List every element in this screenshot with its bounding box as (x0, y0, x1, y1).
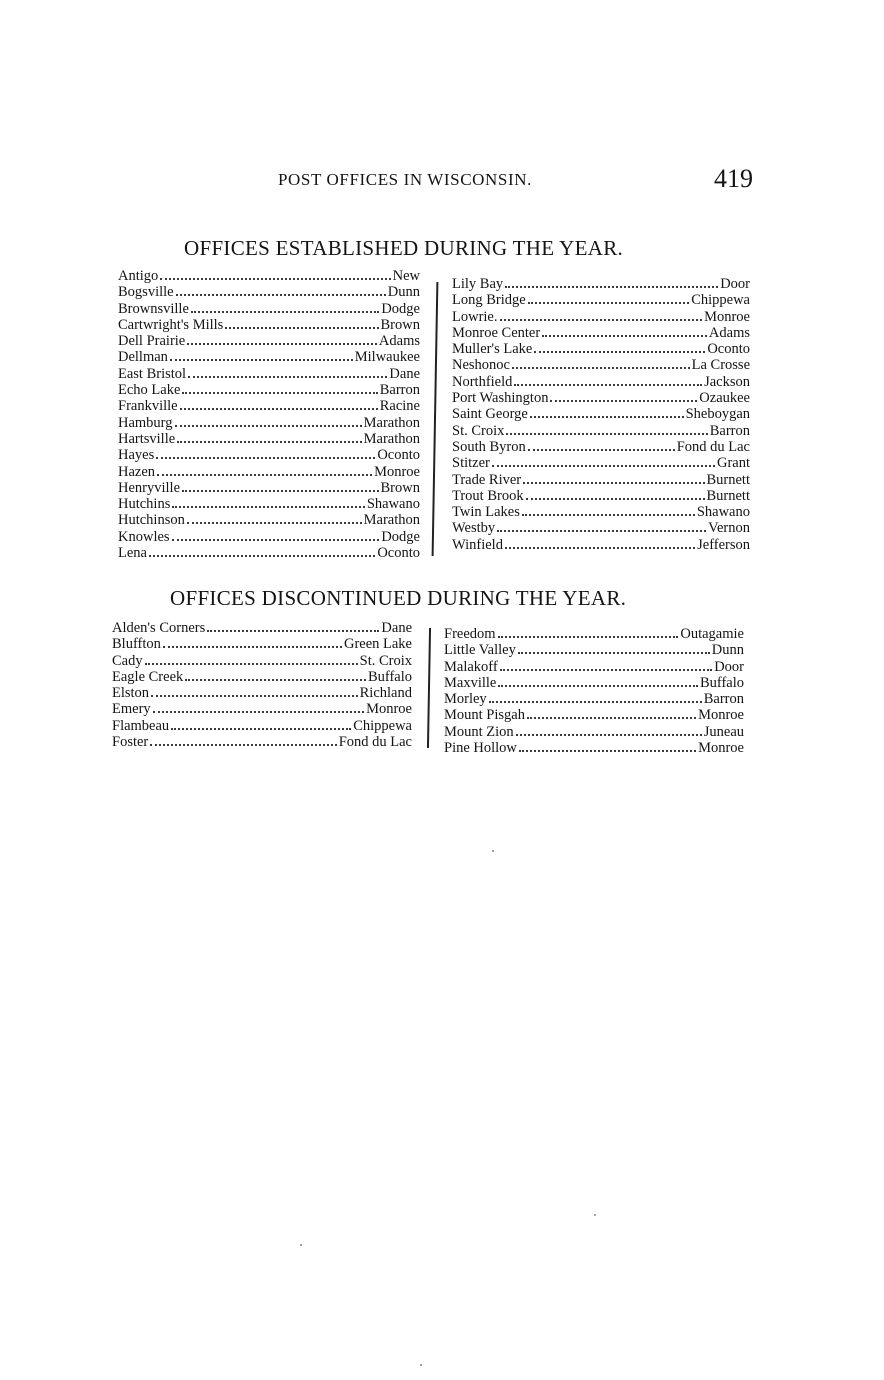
list-item (452, 357, 750, 373)
post-office-name: Frankville (118, 398, 178, 415)
list-item (444, 626, 744, 642)
paper-speck (594, 1214, 596, 1216)
list-item (444, 740, 744, 756)
list-item (452, 537, 750, 553)
dot-leader (172, 506, 364, 508)
post-office-name: Little Valley (444, 642, 516, 659)
list-item (112, 669, 412, 685)
post-office-name: Port Washington (452, 390, 549, 407)
post-office-name: Trade River (452, 471, 522, 488)
paper-speck (300, 1244, 302, 1246)
list-item (118, 496, 420, 512)
column-divider (432, 282, 438, 556)
post-office-name: Mount Pisgah (444, 707, 525, 724)
post-office-name: Antigo (118, 268, 159, 284)
dot-leader (530, 416, 684, 418)
post-office-name: Elston (112, 685, 150, 702)
list-item (118, 447, 420, 463)
dot-leader (505, 286, 718, 288)
dot-leader (526, 498, 705, 500)
dot-leader (185, 679, 366, 681)
county-name: Fond du Lac (338, 734, 412, 751)
county-name: Oconto (707, 341, 750, 358)
county-name: Jackson (704, 373, 750, 390)
list-item (112, 685, 412, 701)
list-item (118, 301, 420, 317)
dot-leader (177, 441, 361, 443)
list-item (444, 707, 744, 723)
county-name: Milwaukee (354, 349, 420, 366)
dot-leader (528, 302, 690, 304)
list-item (118, 512, 420, 528)
post-office-name: Dell Prairie (118, 333, 186, 350)
dot-leader (176, 294, 386, 296)
post-office-name: Trout Brook (452, 487, 524, 504)
list-item (444, 642, 744, 658)
list-item (118, 349, 420, 365)
dot-leader (498, 685, 698, 687)
list-item (452, 406, 750, 422)
list-item (118, 317, 420, 333)
post-office-name: Foster (112, 734, 149, 751)
county-name: St. Croix (359, 652, 412, 669)
dot-leader (497, 530, 706, 532)
list-item (452, 520, 750, 536)
list-item (452, 341, 750, 357)
county-name: Grant (716, 455, 750, 472)
list-item (452, 325, 750, 341)
column-divider (427, 628, 431, 748)
county-name: Dane (389, 365, 420, 382)
county-name: Barron (709, 422, 750, 439)
dot-leader (505, 547, 695, 549)
post-office-name: Hutchins (118, 496, 171, 513)
page-number: 419 (714, 164, 753, 193)
county-name: Dodge (381, 300, 420, 317)
dot-leader (516, 734, 702, 736)
dot-leader (492, 465, 715, 467)
post-office-name: Monroe Center (452, 324, 541, 341)
dot-leader (519, 750, 696, 752)
county-name: Brown (380, 316, 420, 333)
dot-leader (153, 711, 364, 713)
discontinued-left-column (112, 620, 412, 750)
post-office-name: Bluffton (112, 636, 161, 653)
county-name: Monroe (704, 308, 750, 325)
county-name: Chippewa (353, 717, 412, 734)
post-office-name: Neshonoc (452, 357, 510, 374)
post-office-name: Twin Lakes (452, 504, 520, 521)
post-office-name: Pine Hollow (444, 740, 517, 757)
dot-leader (191, 311, 379, 313)
post-office-name: East Bristol (118, 365, 187, 382)
post-office-name: Hamburg (118, 414, 173, 431)
county-name: Marathon (363, 430, 420, 447)
post-office-name: Hutchinson (118, 512, 185, 529)
paper-speck (492, 850, 494, 852)
county-name: Adams (708, 324, 750, 341)
post-office-name: Long Bridge (452, 292, 526, 309)
county-name: Green Lake (343, 636, 412, 653)
dot-leader (500, 669, 712, 671)
dot-leader (151, 695, 358, 697)
county-name: Adams (378, 333, 420, 350)
dot-leader (182, 490, 379, 492)
post-office-name: Brownsville (118, 300, 189, 317)
county-name: Buffalo (367, 668, 412, 685)
list-item (118, 529, 420, 545)
post-office-name: Winfield (452, 536, 503, 553)
list-item (452, 276, 750, 292)
discontinued-right-column (444, 626, 744, 756)
list-item (444, 675, 744, 691)
county-name: Monroe (366, 701, 412, 718)
post-office-name: Hazen (118, 463, 156, 480)
post-office-name: Cartwright's Mills (118, 316, 224, 333)
dot-leader (157, 474, 372, 476)
list-item (112, 734, 412, 750)
post-office-name: Henryville (118, 479, 181, 496)
list-item (118, 415, 420, 431)
county-name: Door (714, 658, 744, 675)
dot-leader (150, 744, 336, 746)
list-item (452, 309, 750, 325)
post-office-name: Northfield (452, 373, 513, 390)
dot-leader (172, 539, 380, 541)
post-office-name: Lily Bay (452, 276, 504, 292)
post-office-name: Eagle Creek (112, 668, 184, 685)
county-name: Dane (381, 620, 412, 636)
county-name: Oconto (377, 545, 420, 562)
county-name: Dunn (387, 284, 420, 301)
list-item (118, 284, 420, 300)
discontinued-section-title: OFFICES DISCONTINUED DURING THE YEAR. (170, 586, 627, 610)
county-name: Richland (359, 685, 412, 702)
post-office-name: Stitzer (452, 455, 490, 472)
post-office-name: Hartsville (118, 430, 176, 447)
list-item (444, 691, 744, 707)
dot-leader (534, 351, 705, 353)
post-office-name: Alden's Corners (112, 620, 206, 636)
list-item (118, 431, 420, 447)
county-name: Brown (380, 479, 420, 496)
post-office-name: Emery (112, 701, 151, 718)
list-item (112, 636, 412, 652)
dot-leader (170, 359, 353, 361)
county-name: Outagamie (680, 626, 744, 642)
county-name: La Crosse (691, 357, 750, 374)
county-name: Buffalo (699, 674, 744, 691)
dot-leader (514, 384, 702, 386)
dot-leader (528, 449, 675, 451)
dot-leader (527, 717, 696, 719)
list-item (112, 653, 412, 669)
dot-leader (187, 343, 377, 345)
post-office-name: Westby (452, 520, 496, 537)
dot-leader (160, 278, 390, 280)
running-head (0, 164, 884, 210)
post-office-name: Mount Zion (444, 723, 514, 740)
post-office-name: Echo Lake (118, 382, 181, 399)
dot-leader (156, 457, 375, 459)
paper-speck (420, 1364, 422, 1366)
list-item (452, 390, 750, 406)
county-name: Barron (703, 691, 744, 708)
county-name: Dodge (381, 528, 420, 545)
post-office-name: Flambeau (112, 717, 170, 734)
dot-leader (175, 425, 362, 427)
county-name: Door (720, 276, 750, 292)
list-item (452, 504, 750, 520)
list-item (118, 398, 420, 414)
dot-leader (149, 555, 375, 557)
list-item (118, 333, 420, 349)
county-name: Dunn (711, 642, 744, 659)
dot-leader (188, 376, 387, 378)
dot-leader (489, 701, 702, 703)
post-office-name: Malakoff (444, 658, 498, 675)
list-item (118, 366, 420, 382)
county-name: Vernon (708, 520, 750, 537)
county-name: Monroe (698, 707, 744, 724)
county-name: Shawano (366, 496, 420, 513)
list-item (452, 374, 750, 390)
dot-leader (522, 514, 695, 516)
list-item (118, 382, 420, 398)
dot-leader (182, 392, 377, 394)
list-item (112, 718, 412, 734)
dot-leader (550, 400, 697, 402)
list-item (112, 701, 412, 717)
post-office-name: Dellman (118, 349, 168, 366)
list-item (452, 423, 750, 439)
established-right-column (452, 276, 750, 553)
dot-leader (207, 630, 379, 632)
county-name: Marathon (363, 414, 420, 431)
county-name: Racine (379, 398, 420, 415)
dot-leader (498, 636, 679, 638)
post-office-name: Freedom (444, 626, 496, 642)
county-name: Juneau (703, 723, 744, 740)
county-name: Chippewa (691, 292, 750, 309)
county-name: Shawano (696, 504, 750, 521)
list-item (452, 455, 750, 471)
list-item (118, 480, 420, 496)
county-name: Burnett (706, 487, 750, 504)
county-name: New (392, 268, 420, 284)
dot-leader (518, 652, 710, 654)
list-item (452, 292, 750, 308)
post-office-name: Hayes (118, 447, 155, 464)
county-name: Ozaukee (699, 390, 750, 407)
county-name: Oconto (377, 447, 420, 464)
list-item (444, 724, 744, 740)
list-item (118, 464, 420, 480)
county-name: Burnett (706, 471, 750, 488)
county-name: Barron (379, 382, 420, 399)
dot-leader (542, 335, 707, 337)
post-office-name: St. Croix (452, 422, 505, 439)
dot-leader (506, 433, 707, 435)
post-office-name: South Byron (452, 438, 526, 455)
running-title: POST OFFICES IN WISCONSIN. (278, 170, 532, 189)
county-name: Sheboygan (685, 406, 750, 423)
list-item (118, 268, 420, 284)
county-name: Jefferson (697, 536, 750, 553)
established-left-column (118, 268, 420, 561)
county-name: Marathon (363, 512, 420, 529)
county-name: Fond du Lac (676, 438, 750, 455)
county-name: Monroe (374, 463, 420, 480)
dot-leader (180, 408, 378, 410)
post-office-name: Cady (112, 652, 143, 669)
post-office-name: Saint George (452, 406, 528, 423)
list-item (118, 545, 420, 561)
list-item (452, 488, 750, 504)
dot-leader (512, 367, 690, 369)
post-office-name: Bogsville (118, 284, 174, 301)
post-office-name: Knowles (118, 528, 170, 545)
dot-leader (523, 482, 704, 484)
list-item (112, 620, 412, 636)
post-office-name: Morley (444, 691, 487, 708)
dot-leader (163, 646, 342, 648)
post-office-name: Muller's Lake (452, 341, 533, 358)
post-office-name: Lena (118, 545, 147, 562)
dot-leader (145, 663, 358, 665)
dot-leader (171, 728, 351, 730)
post-office-name: Lowrie. (452, 308, 498, 325)
established-section-title: OFFICES ESTABLISHED DURING THE YEAR. (184, 236, 624, 260)
list-item (452, 439, 750, 455)
list-item (444, 659, 744, 675)
post-office-name: Maxville (444, 674, 497, 691)
dot-leader (225, 327, 378, 329)
dot-leader (500, 319, 703, 321)
list-item (452, 472, 750, 488)
dot-leader (187, 522, 362, 524)
county-name: Monroe (698, 740, 744, 757)
